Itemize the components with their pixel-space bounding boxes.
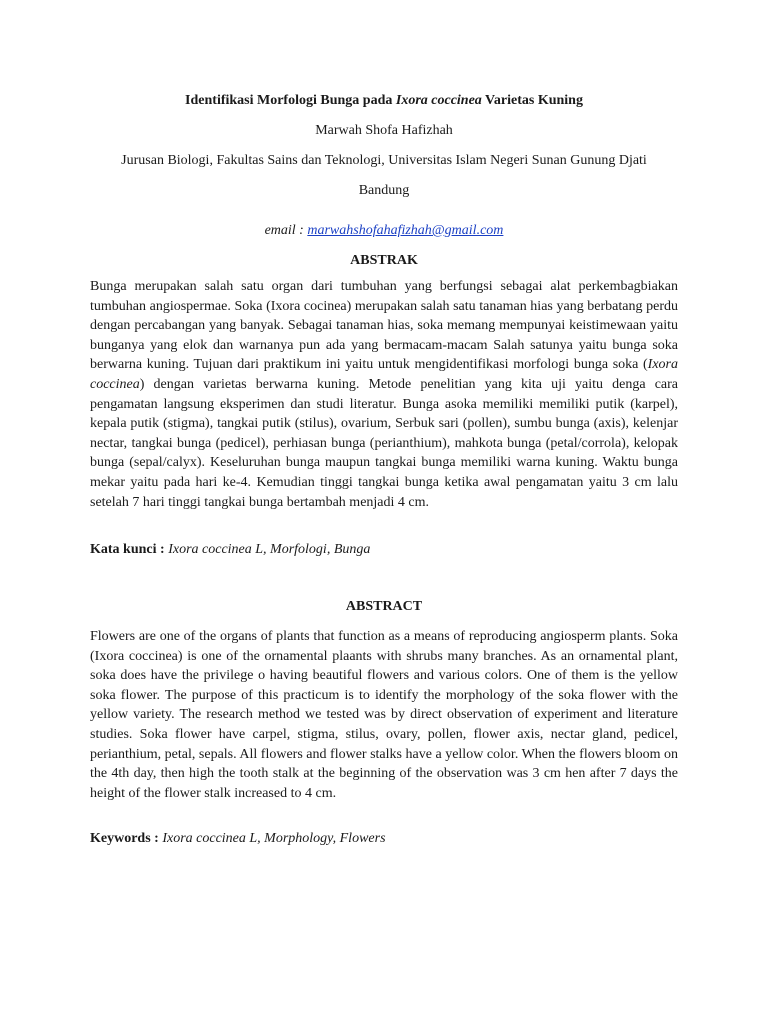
abstrak-heading: ABSTRAK [350,253,418,268]
keywords-label: Keywords : [90,831,163,846]
paper-title [0,92,768,110]
title-species: Ixora coccinea [395,93,482,108]
abstrak-text-start: Bunga merupakan salah satu organ dari tumbuhan yang berfungsi sebagai alat perkembagbiakan tumbuhan angiospermae. Soka (Ixora cocinea) merupakan salah satu tanaman hias yang berbatang perdu dengan percabangan yang banyak. Sebagai tanaman hias, soka memang mempunyai keistimewaan yaitu bunganya yang elok dan warnanya pun ada yang bermacam-macam Salah satunya yaitu bunga soka berwarna kuning. Tujuan dari praktikum ini yaitu untuk mengidentifikasi morfologi bunga soka ( [90,279,678,373]
kata-kunci-label: Kata kunci : [90,542,169,557]
email-label: email : [264,223,308,238]
title-part1: Identifikasi Morfologi Bunga pada [185,93,396,108]
abstrak-paragraph [90,277,678,512]
abstract-paragraph: Flowers are one of the organs of plants that function as a means of reproducing angiosperm plants. Soka (Ixora coccinea) is one of the ornamental plaants with shrubs many branches. As an ornamental plant, soka does have the privilege o having beautiful flowers and various colors. One of them is the yellow soka flower. The purpose of this practicum is to identify the morphology of the soka flower with the yellow variety. The research method we tested was by direct observation of experiment and literature studies. Soka flower have carpel, stigma, stilus, ovary, pollen, flower axis, nectar gland, pedicel, perianthium, petal, sepals. All flowers and flower stalks have a yellow color. When the flowers bloom on the 4th day, then high the tooth stalk at the beginning of the observation was 3 cm hen after 7 days the height of the flower stalk increased to 4 cm. [90,629,678,801]
author-name: Marwah Shofa Hafizhah [315,123,453,138]
keywords [90,830,386,848]
abstrak-species: Ixora coccinea [90,357,678,392]
title-part2: Varietas Kuning [481,93,583,108]
kata-kunci [90,541,370,559]
email-line [0,222,768,240]
abstract-heading: ABSTRACT [345,599,423,614]
keywords-values: Ixora coccinea L, Morphology, Flowers [162,831,386,846]
affiliation-line2: Bandung [358,183,410,198]
kata-kunci-values: Ixora coccinea L, Morfologi, Bunga [168,542,371,557]
affiliation-line1: Jurusan Biologi, Fakultas Sains dan Teknologi, Universitas Islam Negeri Sunan Gunung Djati [121,153,647,168]
email-link[interactable]: marwahshofahafizhah@gmail.com [307,223,504,238]
abstrak-text-end: ) dengan varietas berwarna kuning. Metode penelitian yang kita uji yaitu denga cara pengamatan langsung eksperimen dan studi literatur. Bunga asoka memiliki memiliki putik (karpel), kepala putik (stigma), tangkai putik (stilus), ovarium, Serbuk sari (pollen), sumbu bunga (axis), kelenjar nectar, tangkai bunga (pedicel), perhiasan bunga (perianthium), mahkota bunga (petal/corrola), kelopak bunga (sepal/calyx). Keseluruhan bunga maupun tangkai bunga memiliki warna kuning. Waktu bunga mekar yaitu pada hari ke-4. Kemudian tinggi tangkai bunga ketika awal pengamatan yaitu 3 cm lalu setelah 7 hari tinggi tangkai bunga bertambah menjadi 4 cm. [90,376,678,510]
